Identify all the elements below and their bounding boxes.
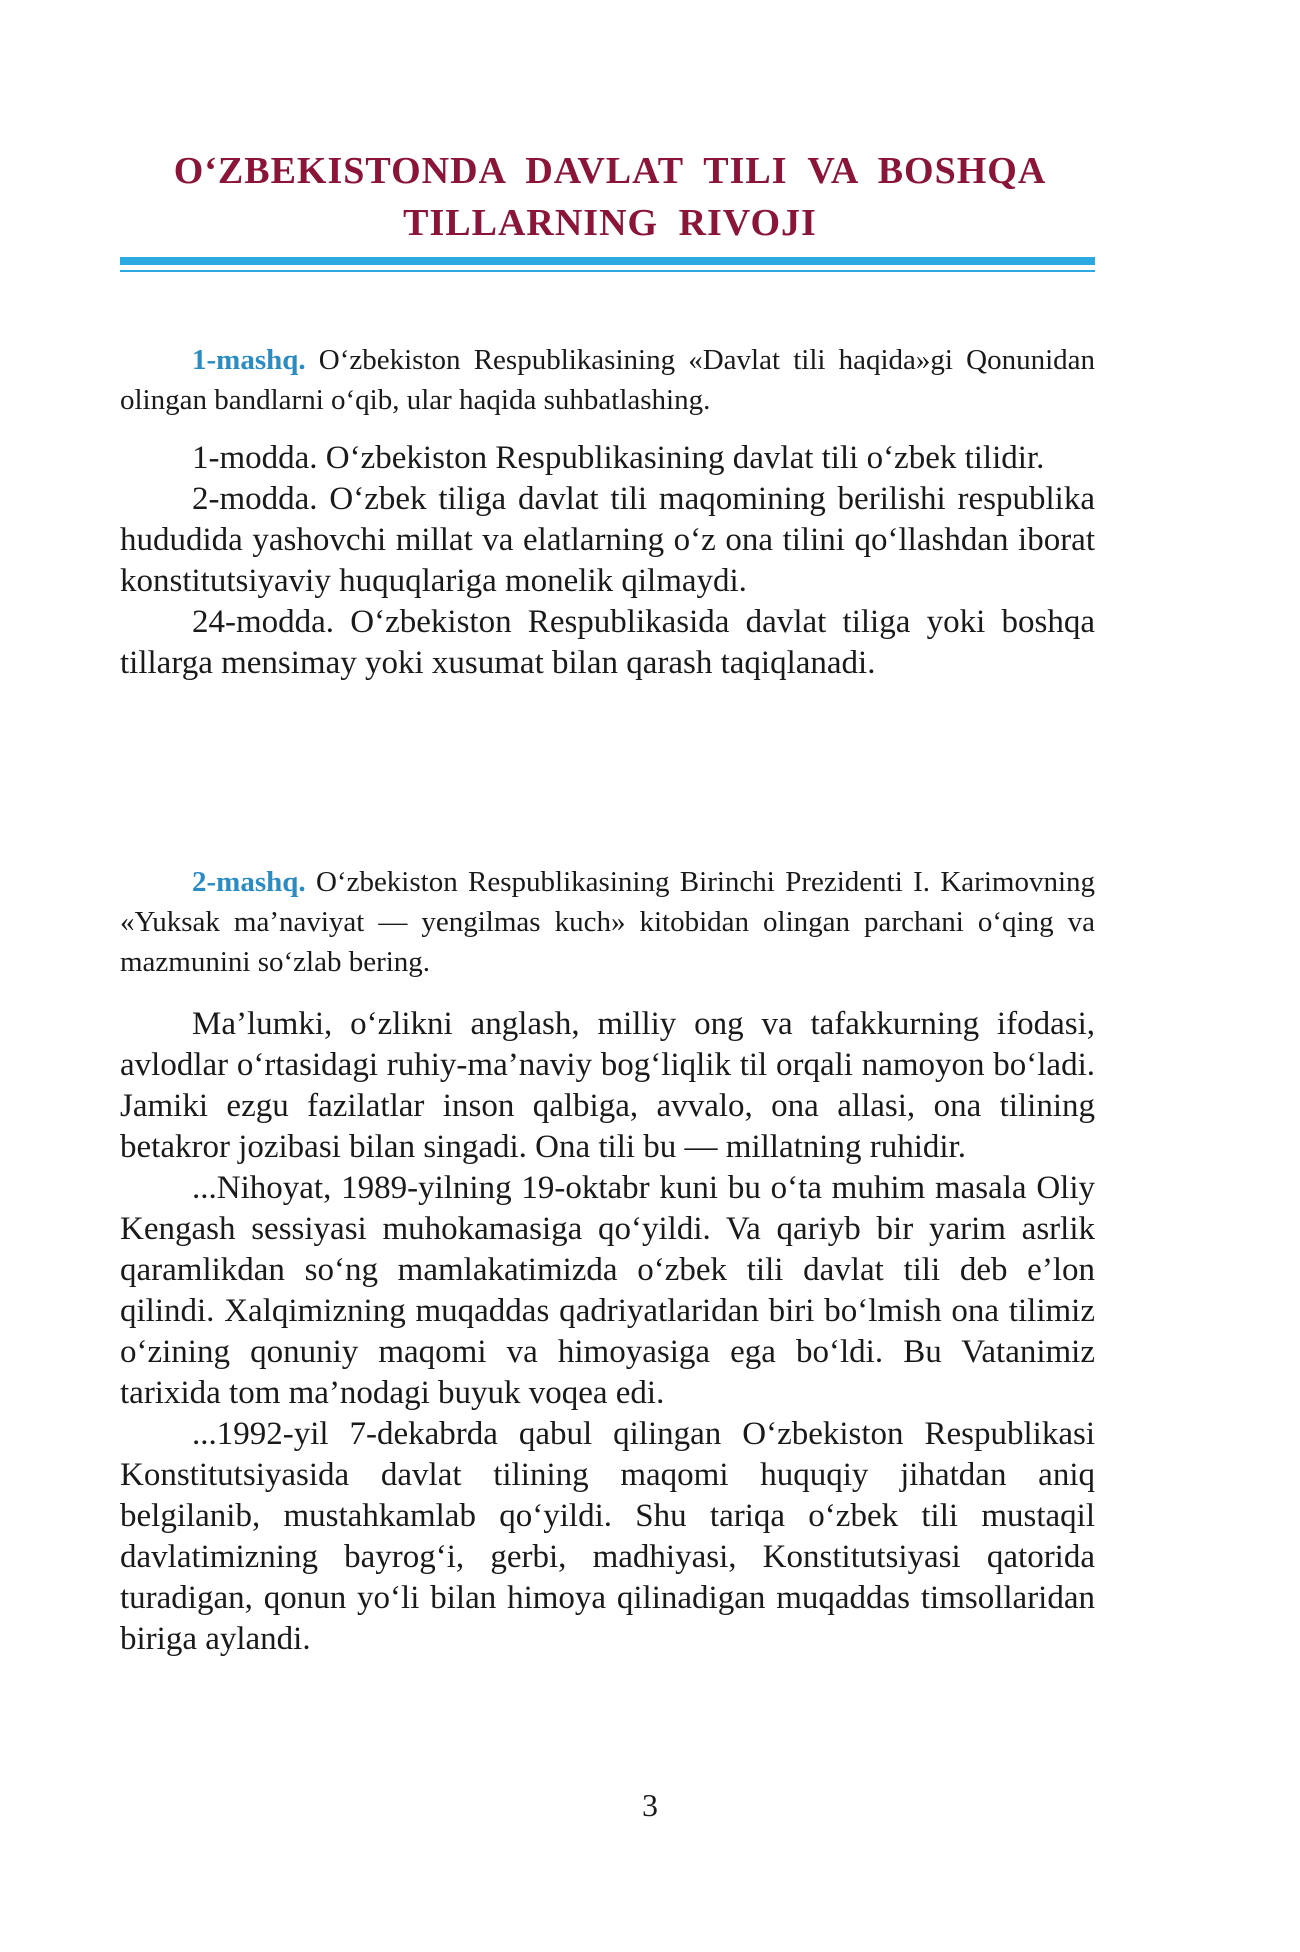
article-2: 2-modda. O‘zbek tiliga davlat tili maqomining berilishi respublika hududida yashovchi millat va elatlarning o‘z ona tilini qo‘llashdan iborat konstitutsiyaviy huquqlariga monelik qilmaydi. [120,481,1095,599]
excerpt-paragraph-3: ...1992-yil 7-dekabrda qabul qilingan O‘zbekiston Respublikasi Konstitutsiyasida davlat tilining maqomi huquqiy jihatdan aniq belgilanib, mustahkamlab qo‘yildi. Shu tariqa o‘zbek tili mustaqil davlatimizning bayrog‘i, gerbi, madhiyasi, Konstitutsiyasi qatorida turadigan, qonun yo‘li bilan himoya qilinadigan muqaddas timsollaridan biriga aylandi. [120,1416,1095,1657]
title-rule-thin [120,270,1095,272]
exercise-2-text: O‘zbekiston Respublikasining Birinchi Prezidenti I. Karimovning «Yuksak ma’naviyat — yengilmas kuch» kitobidan olingan parchani o‘qing va mazmunini so‘zlab bering. [120,866,1096,978]
title-line-1: O‘ZBEKISTONDA DAVLAT TILI VA BOSHQA [173,150,1047,192]
exercise-1-instruction [120,340,1095,420]
exercise-1-articles [120,438,1095,684]
excerpt-paragraph-1: Ma’lumki, o‘zlikni anglash, milliy ong va tafakkurning ifodasi, avlodlar o‘rtasidagi ruhiy-ma’naviy bog‘liqlik til orqali namoyon bo‘ladi. Jamiki ezgu fazilatlar inson qalbiga, avvalo, ona allasi, ona tilining betakror jozibasi bilan singadi. Ona tili bu — millatning ruhidir. [120,1006,1095,1165]
page-number: 3 [642,1787,658,1823]
article-1: 1-modda. O‘zbekiston Respublikasining davlat tili o‘zbek tilidir. [192,440,1045,476]
exercise-1-text: O‘zbekiston Respublikasining «Davlat tili haqida»gi Qonunidan olingan bandlarni o‘qib, ular haqida suhbatlashing. [120,344,1096,416]
exercise-2-excerpt [120,1004,1095,1660]
article-24: 24-modda. O‘zbekiston Respublikasida davlat tiliga yoki boshqa tillarga mensimay yoki xusumat bilan qarash taqiqlanadi. [120,604,1095,681]
exercise-2-instruction [120,862,1095,982]
page-title [120,145,1100,249]
exercise-2-label: 2-mashq. [192,866,306,898]
exercise-1-label: 1-mashq. [192,344,306,376]
title-rule-thick [120,257,1095,265]
title-line-2: TILLARNING RIVOJI [403,202,817,244]
excerpt-paragraph-2: ...Nihoyat, 1989-yilning 19-oktabr kuni bu o‘ta muhim masala Oliy Kengash sessiyasi muhokamasiga qo‘yildi. Va qariyb bir yarim asrlik qaramlikdan so‘ng mamlakatimizda o‘zbek tili davlat tili deb e’lon qilindi. Xalqimizning muqaddas qadriyatlaridan biri bo‘lmish ona tilimiz o‘zining qonuniy maqomi va himoyasiga ega bo‘ldi. Bu Vatanimiz tarixida tom ma’nodagi buyuk voqea edi. [120,1170,1095,1411]
